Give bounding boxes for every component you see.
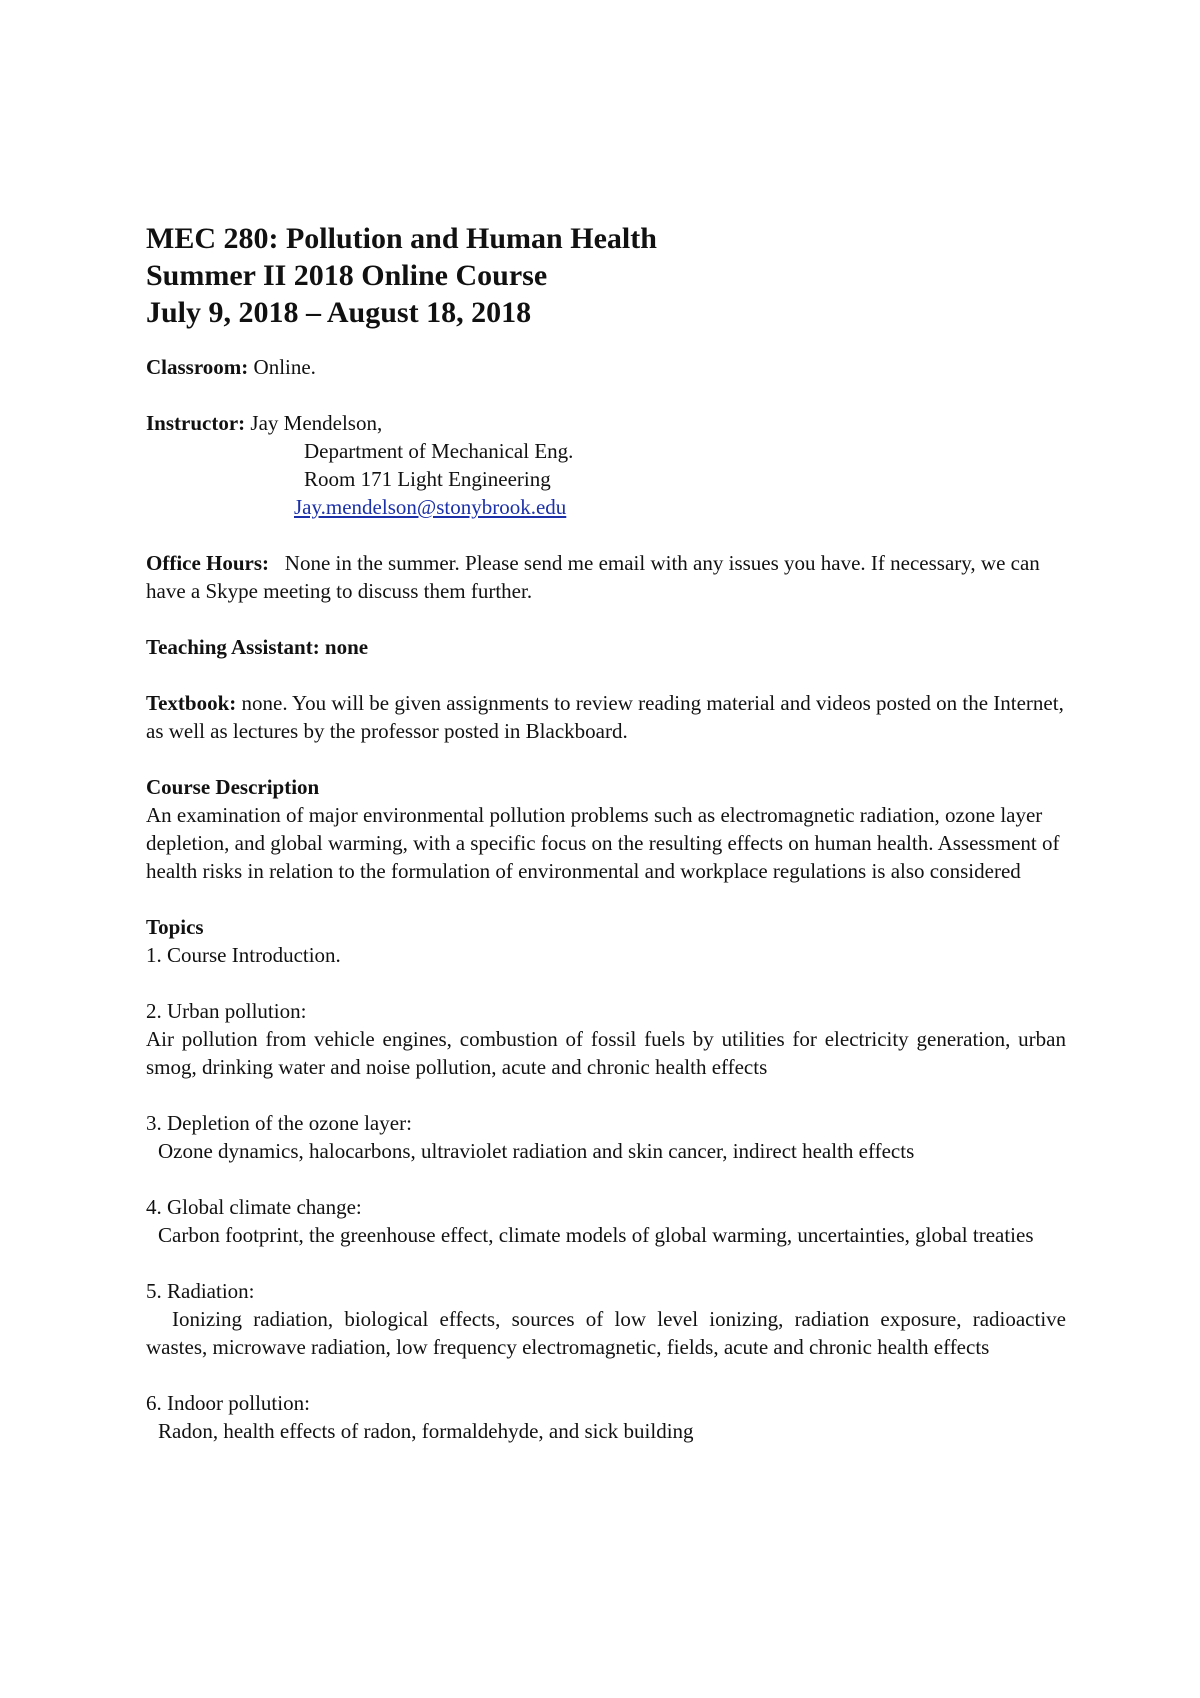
topic-description: Ozone dynamics, halocarbons, ultraviolet radiation and skin cancer, indirect health effects — [158, 1139, 915, 1163]
course-header — [146, 220, 1066, 331]
instructor-email[interactable]: Jay.mendelson@stonybrook.edu — [294, 495, 567, 519]
classroom-value: Online. — [253, 355, 316, 379]
topic-description: Ionizing radiation, biological effects, sources of low level ionizing, radiation exposure, radioactive wastes, microwave radiation, low frequency electromagnetic, fields, acute and chronic health effects — [146, 1307, 1066, 1359]
topics-heading: Topics — [146, 915, 204, 939]
topic-item — [146, 1193, 1066, 1249]
topics-section — [146, 913, 1066, 1445]
course-description-text: An examination of major environmental pollution problems such as electromagnetic radiation, ozone layer depletion, and global warming, with a specific focus on the resulting effects on human health. Assessment of health risks in relation to the formulation of environmental and workplace regulations is also considered — [146, 803, 1060, 883]
course-description-section — [146, 773, 1066, 885]
course-dates: July 9, 2018 – August 18, 2018 — [146, 296, 532, 329]
textbook-section — [146, 689, 1066, 745]
textbook-text: none. You will be given assignments to review reading material and videos posted on the Internet, as well as lectures by the professor posted in Blackboard. — [146, 691, 1064, 743]
topic-item — [146, 941, 1066, 969]
instructor-department: Department of Mechanical Eng. — [304, 439, 574, 463]
topic-title: 1. Course Introduction. — [146, 943, 341, 967]
topic-title: 5. Radiation: — [146, 1279, 255, 1303]
instructor-label: Instructor: — [146, 411, 246, 435]
course-term: Summer II 2018 Online Course — [146, 259, 548, 292]
topic-title: 6. Indoor pollution: — [146, 1391, 310, 1415]
topic-item — [146, 1389, 1066, 1445]
topic-title: 3. Depletion of the ozone layer: — [146, 1111, 412, 1135]
office-hours-section — [146, 549, 1066, 605]
office-hours-label: Office Hours: — [146, 551, 270, 575]
topic-title: 2. Urban pollution: — [146, 999, 307, 1023]
classroom-label: Classroom: — [146, 355, 249, 379]
topic-title: 4. Global climate change: — [146, 1195, 362, 1219]
syllabus-page — [146, 220, 1066, 1445]
topic-item — [146, 1277, 1066, 1361]
instructor-room: Room 171 Light Engineering — [304, 467, 551, 491]
teaching-assistant-section — [146, 633, 1066, 661]
textbook-label: Textbook: — [146, 691, 237, 715]
topic-description: Carbon footprint, the greenhouse effect, climate models of global warming, uncertainties, global treaties — [158, 1223, 1034, 1247]
course-description-heading: Course Description — [146, 775, 320, 799]
teaching-assistant-label: Teaching Assistant: none — [146, 635, 369, 659]
topic-item — [146, 997, 1066, 1081]
instructor-email-link[interactable] — [146, 493, 566, 521]
course-title: MEC 280: Pollution and Human Health — [146, 222, 657, 255]
instructor-section — [146, 409, 1066, 521]
topic-description: Radon, health effects of radon, formaldehyde, and sick building — [158, 1419, 694, 1443]
office-hours-text: None in the summer. Please send me email with any issues you have. If necessary, we can have a Skype meeting to discuss them further. — [146, 551, 1040, 603]
topic-item — [146, 1109, 1066, 1165]
classroom-section — [146, 353, 1066, 381]
topic-description: Air pollution from vehicle engines, combustion of fossil fuels by utilities for electricity generation, urban smog, drinking water and noise pollution, acute and chronic health effects — [146, 1027, 1066, 1079]
instructor-name: Jay Mendelson, — [250, 411, 383, 435]
